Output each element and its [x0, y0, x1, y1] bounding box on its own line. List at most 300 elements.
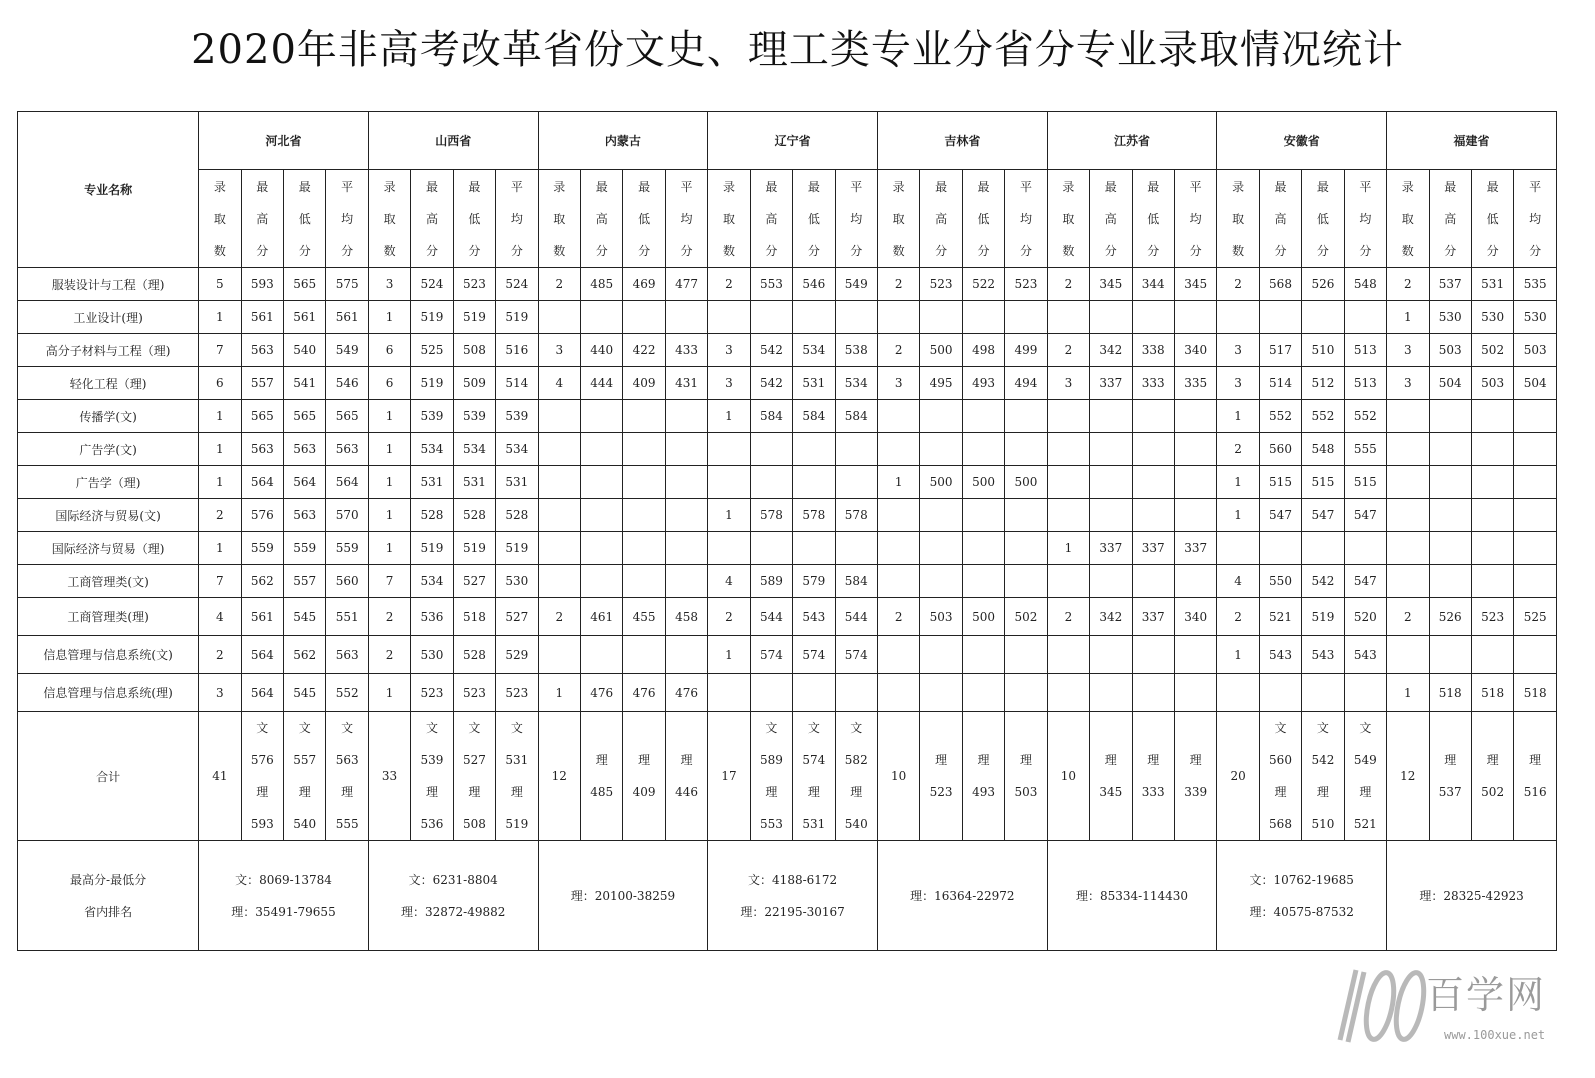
- score-cell: 574: [793, 636, 835, 674]
- table-row: [18, 301, 1557, 334]
- score-cell: [1344, 301, 1386, 334]
- score-cell: 575: [326, 268, 368, 301]
- score-cell: [793, 532, 835, 565]
- total-min-line: 理: [977, 753, 990, 767]
- score-cell: [877, 565, 919, 598]
- score-cell: 2: [1387, 268, 1429, 301]
- total-avg-cell: [835, 712, 877, 841]
- score-cell: [538, 466, 580, 499]
- total-avg-line: 文: [510, 721, 523, 735]
- score-cell: 1: [708, 499, 750, 532]
- score-cell: 344: [1132, 268, 1174, 301]
- score-cell: 4: [538, 367, 580, 400]
- major-name: 工商管理类(文): [18, 565, 199, 598]
- score-cell: 342: [1090, 598, 1132, 636]
- score-cell: 542: [750, 334, 792, 367]
- score-cell: 485: [580, 268, 622, 301]
- total-min-cell: [1132, 712, 1174, 841]
- score-cell: 564: [241, 466, 283, 499]
- major-name: 工商管理类(理): [18, 598, 199, 636]
- score-cell: 565: [241, 400, 283, 433]
- score-cell: 544: [835, 598, 877, 636]
- score-cell: 431: [665, 367, 707, 400]
- score-cell: 523: [1005, 268, 1047, 301]
- score-cell: 1: [368, 674, 410, 712]
- logo-100-icon: [1322, 962, 1434, 1050]
- ranking-label-line: 省内排名: [84, 904, 133, 919]
- score-cell: 584: [835, 565, 877, 598]
- score-cell: 504: [1514, 367, 1557, 400]
- score-cell: 335: [1174, 367, 1216, 400]
- score-cell: 530: [1471, 301, 1513, 334]
- score-cell: [1174, 433, 1216, 466]
- score-cell: [1132, 466, 1174, 499]
- total-avg-cell: [496, 712, 538, 841]
- total-max-line: 539: [420, 753, 444, 767]
- score-cell: [1471, 466, 1513, 499]
- sub-column-header: 最 高 分: [1259, 170, 1301, 268]
- score-cell: 537: [1429, 268, 1471, 301]
- score-cell: 534: [453, 433, 495, 466]
- score-cell: 543: [1259, 636, 1301, 674]
- score-cell: [1090, 400, 1132, 433]
- score-cell: [1047, 400, 1089, 433]
- score-cell: 589: [750, 565, 792, 598]
- score-cell: 2: [1047, 334, 1089, 367]
- total-min-line: 333: [1141, 785, 1165, 799]
- total-min-line: 502: [1481, 785, 1505, 799]
- score-cell: 570: [326, 499, 368, 532]
- score-cell: [1514, 499, 1557, 532]
- total-min-cell: [284, 712, 326, 841]
- score-cell: 543: [1302, 636, 1344, 674]
- score-cell: 1: [1217, 400, 1259, 433]
- total-avg-cell: [665, 712, 707, 841]
- table-row: [18, 674, 1557, 712]
- score-cell: 527: [453, 565, 495, 598]
- score-cell: 1: [1217, 636, 1259, 674]
- score-cell: [623, 565, 665, 598]
- total-max-cell: [411, 712, 453, 841]
- sub-column-header: 最 低 分: [962, 170, 1004, 268]
- total-label: 合计: [18, 712, 199, 841]
- score-cell: [920, 674, 962, 712]
- score-cell: [877, 400, 919, 433]
- score-cell: [708, 301, 750, 334]
- score-cell: 530: [1429, 301, 1471, 334]
- score-cell: 2: [1217, 598, 1259, 636]
- score-cell: 529: [496, 636, 538, 674]
- score-cell: [877, 301, 919, 334]
- score-cell: 584: [835, 400, 877, 433]
- total-avg-line: 理: [680, 753, 693, 767]
- score-cell: [962, 565, 1004, 598]
- score-cell: 547: [1259, 499, 1301, 532]
- score-cell: 440: [580, 334, 622, 367]
- score-cell: [665, 499, 707, 532]
- score-cell: [1174, 636, 1216, 674]
- major-name: 传播学(文): [18, 400, 199, 433]
- score-cell: 508: [453, 334, 495, 367]
- score-cell: 517: [1259, 334, 1301, 367]
- table-row: [18, 433, 1557, 466]
- watermark-url: www.100xue.net: [1444, 1028, 1546, 1042]
- total-max-line: 理: [595, 753, 608, 767]
- score-cell: 337: [1174, 532, 1216, 565]
- score-cell: 530: [496, 565, 538, 598]
- score-cell: 519: [411, 532, 453, 565]
- score-cell: [1259, 301, 1301, 334]
- score-cell: 519: [496, 301, 538, 334]
- sub-column-header: 最 低 分: [284, 170, 326, 268]
- score-cell: [1514, 433, 1557, 466]
- total-min-cell: [793, 712, 835, 841]
- total-min-line: 理: [807, 785, 820, 799]
- total-avg-line: 理: [341, 785, 354, 799]
- score-cell: [665, 433, 707, 466]
- score-cell: [1132, 400, 1174, 433]
- score-cell: 531: [496, 466, 538, 499]
- score-cell: 2: [199, 499, 241, 532]
- score-cell: [750, 674, 792, 712]
- score-cell: 503: [1471, 367, 1513, 400]
- total-min-line: 527: [462, 753, 486, 767]
- total-avg-line: 563: [335, 753, 359, 767]
- score-cell: 342: [1090, 334, 1132, 367]
- score-cell: 549: [326, 334, 368, 367]
- score-cell: 562: [241, 565, 283, 598]
- score-cell: 461: [580, 598, 622, 636]
- header-provinces-row: [18, 112, 1557, 170]
- score-cell: 422: [623, 334, 665, 367]
- province-header: 安徽省: [1217, 112, 1387, 170]
- score-cell: [1090, 433, 1132, 466]
- score-cell: 524: [411, 268, 453, 301]
- score-cell: 1: [199, 400, 241, 433]
- score-cell: 3: [1387, 334, 1429, 367]
- score-cell: 504: [1429, 367, 1471, 400]
- sub-column-header: 最 高 分: [241, 170, 283, 268]
- score-cell: 553: [750, 268, 792, 301]
- score-cell: 542: [750, 367, 792, 400]
- score-cell: 476: [665, 674, 707, 712]
- header-subcols-row: [18, 170, 1557, 268]
- total-min-line: 理: [468, 785, 481, 799]
- score-cell: 560: [326, 565, 368, 598]
- total-min-line: 510: [1311, 817, 1335, 831]
- score-cell: [1514, 400, 1557, 433]
- score-cell: [538, 636, 580, 674]
- score-cell: [1429, 400, 1471, 433]
- score-cell: [1005, 301, 1047, 334]
- score-cell: 539: [453, 400, 495, 433]
- score-cell: 503: [1429, 334, 1471, 367]
- score-cell: [1174, 466, 1216, 499]
- score-cell: 2: [877, 268, 919, 301]
- score-cell: [920, 636, 962, 674]
- score-cell: [1005, 674, 1047, 712]
- score-cell: [1429, 499, 1471, 532]
- score-cell: [1132, 433, 1174, 466]
- score-cell: [962, 499, 1004, 532]
- score-cell: 541: [284, 367, 326, 400]
- score-cell: 546: [793, 268, 835, 301]
- total-max-line: 理: [935, 753, 948, 767]
- ranking-cell: [199, 841, 369, 951]
- score-cell: 3: [1217, 334, 1259, 367]
- score-cell: 564: [241, 636, 283, 674]
- score-cell: 547: [1344, 499, 1386, 532]
- score-cell: [1302, 532, 1344, 565]
- total-min-line: 531: [802, 817, 826, 831]
- total-min-line: 文: [807, 721, 820, 735]
- score-cell: 531: [453, 466, 495, 499]
- score-cell: 340: [1174, 334, 1216, 367]
- score-cell: 1: [1387, 301, 1429, 334]
- score-cell: [750, 301, 792, 334]
- score-cell: [1344, 532, 1386, 565]
- total-avg-line: 540: [844, 817, 868, 831]
- sub-column-header: 最 高 分: [750, 170, 792, 268]
- score-cell: [1471, 400, 1513, 433]
- score-cell: [1047, 565, 1089, 598]
- ranking-row: [18, 841, 1557, 951]
- score-cell: [920, 433, 962, 466]
- score-cell: 1: [1217, 499, 1259, 532]
- total-min-line: 542: [1311, 753, 1335, 767]
- ranking-line: 理：40575-87532: [1249, 904, 1354, 919]
- sub-column-header: 录 取 数: [368, 170, 410, 268]
- score-cell: [623, 433, 665, 466]
- score-cell: 2: [1217, 433, 1259, 466]
- ranking-line: 理：35491-79655: [231, 904, 336, 919]
- total-avg-line: 文: [850, 721, 863, 735]
- score-cell: 6: [368, 367, 410, 400]
- score-cell: 2: [877, 598, 919, 636]
- total-max-line: 576: [250, 753, 274, 767]
- total-avg-cell: [1514, 712, 1557, 841]
- total-min-line: 493: [972, 785, 995, 799]
- score-cell: 563: [326, 433, 368, 466]
- score-cell: [962, 636, 1004, 674]
- total-avg-line: 503: [1014, 785, 1038, 799]
- score-cell: [793, 433, 835, 466]
- score-cell: 1: [1217, 466, 1259, 499]
- score-cell: 3: [1387, 367, 1429, 400]
- total-avg-line: 582: [844, 753, 868, 767]
- score-cell: [1217, 301, 1259, 334]
- score-cell: 345: [1090, 268, 1132, 301]
- ranking-label-line: 最高分-最低分: [70, 872, 147, 887]
- score-cell: 543: [793, 598, 835, 636]
- total-max-cell: [750, 712, 792, 841]
- score-cell: 564: [326, 466, 368, 499]
- ranking-cell: [877, 841, 1047, 951]
- score-cell: 530: [411, 636, 453, 674]
- total-avg-cell: [1174, 712, 1216, 841]
- score-cell: 498: [962, 334, 1004, 367]
- score-cell: 2: [538, 598, 580, 636]
- score-cell: [1047, 499, 1089, 532]
- total-min-line: 文: [468, 721, 481, 735]
- total-max-cell: [1429, 712, 1471, 841]
- score-cell: [1047, 466, 1089, 499]
- score-cell: [1090, 565, 1132, 598]
- total-max-cell: [241, 712, 283, 841]
- score-cell: [1387, 499, 1429, 532]
- score-cell: 1: [708, 636, 750, 674]
- score-cell: 455: [623, 598, 665, 636]
- score-cell: 1: [368, 466, 410, 499]
- score-cell: 5: [199, 268, 241, 301]
- score-cell: [920, 532, 962, 565]
- score-cell: 2: [538, 268, 580, 301]
- total-avg-line: 理: [850, 785, 863, 799]
- score-cell: 6: [368, 334, 410, 367]
- score-cell: 7: [199, 565, 241, 598]
- score-cell: 4: [1217, 565, 1259, 598]
- table-row: [18, 565, 1557, 598]
- total-min-line: 理: [298, 785, 311, 799]
- sub-column-header: 平 均 分: [1514, 170, 1557, 268]
- total-max-line: 485: [590, 785, 614, 799]
- score-cell: 521: [1259, 598, 1301, 636]
- score-cell: 565: [326, 400, 368, 433]
- score-cell: [1387, 636, 1429, 674]
- score-cell: [1344, 674, 1386, 712]
- score-cell: [1132, 674, 1174, 712]
- score-cell: 458: [665, 598, 707, 636]
- score-cell: [1132, 301, 1174, 334]
- ranking-line: 文：10762-19685: [1249, 872, 1354, 887]
- score-cell: 514: [496, 367, 538, 400]
- ranking-label: [18, 841, 199, 951]
- score-cell: 519: [453, 532, 495, 565]
- total-max-cell: [580, 712, 622, 841]
- total-min-line: 文: [1316, 721, 1329, 735]
- score-cell: 561: [241, 598, 283, 636]
- score-cell: 531: [411, 466, 453, 499]
- sub-column-header: 平 均 分: [496, 170, 538, 268]
- score-cell: 547: [1302, 499, 1344, 532]
- major-name: 信息管理与信息系统(理): [18, 674, 199, 712]
- total-avg-line: 339: [1184, 785, 1208, 799]
- score-cell: 564: [241, 674, 283, 712]
- ranking-line: 文：8069-13784: [235, 872, 332, 887]
- watermark-brand: 百学网: [1426, 973, 1547, 1017]
- score-cell: 6: [199, 367, 241, 400]
- total-max-line: 文: [1274, 721, 1287, 735]
- total-count: 41: [199, 712, 241, 841]
- total-max-line: 文: [765, 721, 778, 735]
- sub-column-header: 最 高 分: [1429, 170, 1471, 268]
- score-cell: [1132, 636, 1174, 674]
- score-cell: [1090, 466, 1132, 499]
- score-cell: [750, 433, 792, 466]
- score-cell: [1174, 565, 1216, 598]
- score-cell: 515: [1259, 466, 1301, 499]
- score-cell: [1047, 301, 1089, 334]
- sub-column-header: 最 低 分: [1302, 170, 1344, 268]
- ranking-line: 文：6231-8804: [408, 872, 498, 887]
- sub-column-header: 录 取 数: [1047, 170, 1089, 268]
- total-avg-cell: [1344, 712, 1386, 841]
- score-cell: [1005, 400, 1047, 433]
- total-min-cell: [623, 712, 665, 841]
- score-cell: 509: [453, 367, 495, 400]
- score-cell: [580, 301, 622, 334]
- score-cell: 544: [750, 598, 792, 636]
- ranking-line: 理：28325-42923: [1419, 888, 1524, 903]
- score-cell: 523: [496, 674, 538, 712]
- score-cell: [623, 466, 665, 499]
- score-cell: [1387, 532, 1429, 565]
- total-min-cell: [453, 712, 495, 841]
- score-cell: [793, 466, 835, 499]
- score-cell: 538: [835, 334, 877, 367]
- score-cell: [835, 466, 877, 499]
- score-cell: 578: [793, 499, 835, 532]
- score-cell: 534: [835, 367, 877, 400]
- province-header: 辽宁省: [708, 112, 878, 170]
- score-cell: 559: [326, 532, 368, 565]
- score-cell: [1514, 466, 1557, 499]
- score-cell: 523: [1471, 598, 1513, 636]
- score-cell: 576: [241, 499, 283, 532]
- score-cell: 551: [326, 598, 368, 636]
- score-cell: [1005, 532, 1047, 565]
- total-max-cell: [1259, 712, 1301, 841]
- score-cell: [1471, 636, 1513, 674]
- ranking-cell: [1387, 841, 1557, 951]
- province-header: 江苏省: [1047, 112, 1217, 170]
- score-cell: 338: [1132, 334, 1174, 367]
- total-min-line: 508: [462, 817, 486, 831]
- score-cell: [1174, 301, 1216, 334]
- sub-column-header: 最 低 分: [1132, 170, 1174, 268]
- score-cell: [708, 466, 750, 499]
- sub-column-header: 最 高 分: [920, 170, 962, 268]
- score-cell: 545: [284, 674, 326, 712]
- total-min-cell: [1302, 712, 1344, 841]
- score-cell: 476: [580, 674, 622, 712]
- sub-column-header: 录 取 数: [199, 170, 241, 268]
- total-avg-line: 555: [335, 817, 359, 831]
- score-cell: 510: [1302, 334, 1344, 367]
- score-cell: 528: [496, 499, 538, 532]
- score-cell: 337: [1090, 532, 1132, 565]
- score-cell: [538, 400, 580, 433]
- score-cell: [1387, 400, 1429, 433]
- ranking-cell: [368, 841, 538, 951]
- score-cell: 519: [411, 367, 453, 400]
- page-title: 2020年非高考改革省份文史、理工类专业分省分专业录取情况统计: [191, 27, 1404, 73]
- score-cell: 524: [496, 268, 538, 301]
- score-cell: 2: [1047, 268, 1089, 301]
- score-cell: [708, 674, 750, 712]
- score-cell: 518: [453, 598, 495, 636]
- score-cell: 500: [1005, 466, 1047, 499]
- total-min-line: 理: [638, 753, 651, 767]
- score-cell: 563: [241, 334, 283, 367]
- total-max-line: 589: [759, 753, 783, 767]
- score-cell: [1047, 433, 1089, 466]
- score-cell: 543: [1344, 636, 1386, 674]
- score-cell: [1514, 636, 1557, 674]
- score-cell: [1090, 636, 1132, 674]
- major-name: 服装设计与工程（理): [18, 268, 199, 301]
- sub-column-header: 最 低 分: [453, 170, 495, 268]
